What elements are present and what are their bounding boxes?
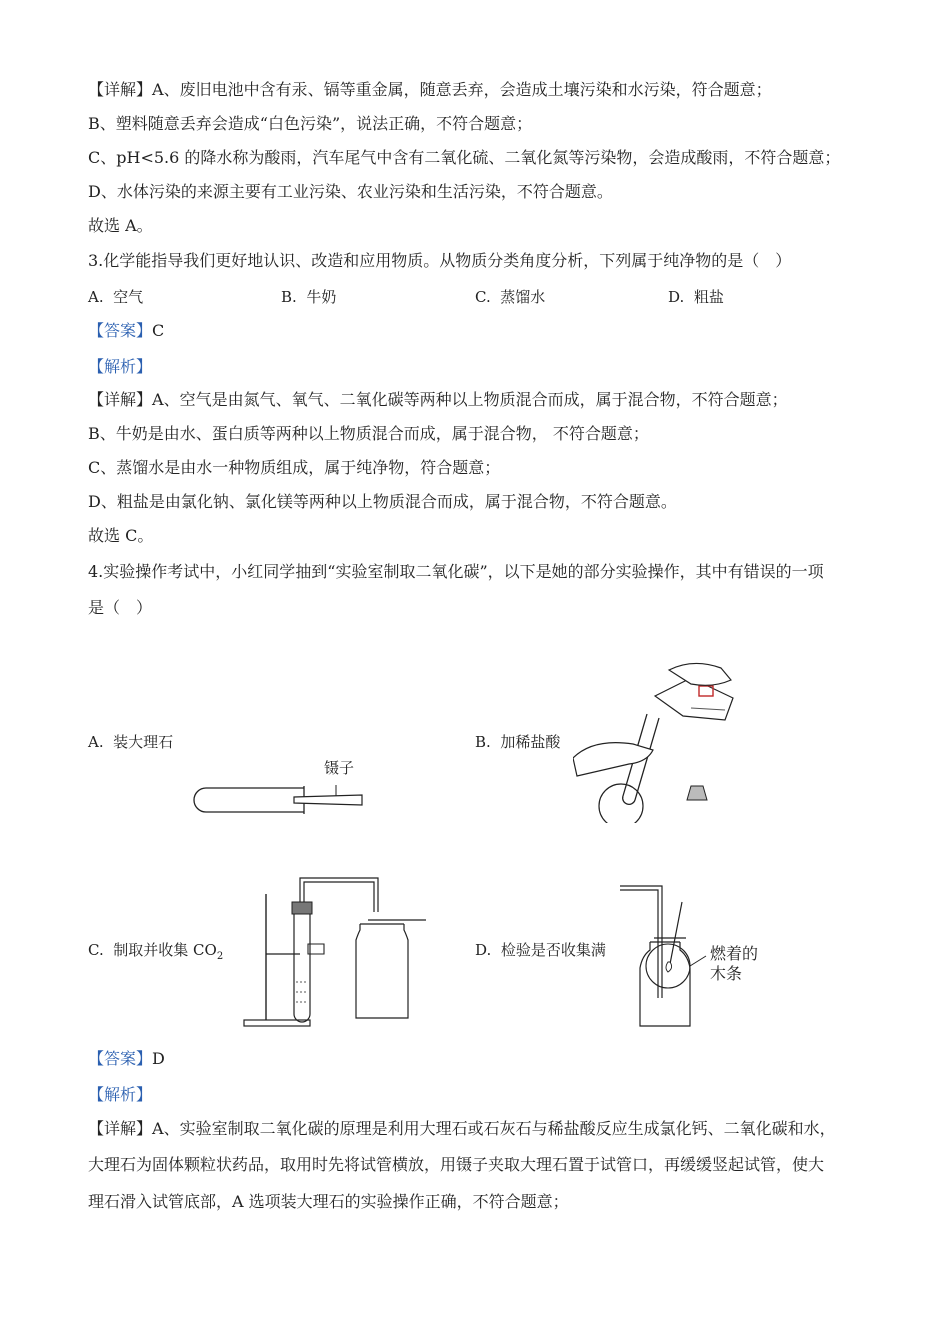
subscript: 2 <box>216 951 224 962</box>
q3-option-d <box>668 287 724 307</box>
q4-detail-a-text: A、实验室制取二氧化碳的原理是利用大理石或石灰石与稀盐酸反应生成氯化钙、二氧化碳和水， <box>152 1119 836 1138</box>
rubber-stopper <box>292 902 312 914</box>
option-letter: B. <box>475 733 491 751</box>
option-text: 制取并收集 CO <box>113 941 217 959</box>
figure-c-apparatus <box>240 872 440 1030</box>
iron-stand-base <box>244 1020 310 1026</box>
q4-option-a <box>88 732 173 752</box>
option-text: 检验是否收集满 <box>500 941 606 959</box>
option-letter: D. <box>475 941 492 959</box>
apparatus-illustration <box>240 872 440 1030</box>
detail-tag: 【详解】 <box>88 80 153 99</box>
q2-detail-d: D、水体污染的来源主要有工业污染、农业污染和生活污染，不符合题意。 <box>88 182 613 201</box>
q3-conclusion: 故选 C。 <box>88 526 154 545</box>
left-hand <box>573 743 653 776</box>
option-text: 空气 <box>113 288 144 306</box>
q3-option-a <box>88 287 143 307</box>
q3-option-c <box>475 287 545 307</box>
q3-detail-a <box>88 390 788 410</box>
option-letter: D. <box>668 288 685 306</box>
q2-conclusion: 故选 A。 <box>88 216 153 235</box>
label-line-1: 燃着的 <box>710 944 759 963</box>
figure-b-pour-acid <box>573 658 745 823</box>
q4-stem-line2: 是（ ） <box>88 598 153 617</box>
q4-option-d <box>475 940 606 960</box>
q3-detail-c: C、蒸馏水是由水一种物质组成，属于纯净物，符合题意； <box>88 458 501 477</box>
q3-analysis-tag: 【解析】 <box>88 357 153 376</box>
test-tube-body <box>194 788 304 812</box>
q2-detail-a-text: A、废旧电池中含有汞、镉等重金属，随意丢弃，会造成土壤污染和水污染，符合题意； <box>152 80 772 99</box>
q3-detail-d: D、粗盐是由氯化钠、氯化镁等两种以上物质混合而成，属于混合物，不符合题意。 <box>88 492 677 511</box>
q2-detail-c: C、pH<5.6 的降水称为酸雨，汽车尾气中含有二氧化硫、二氧化氮等污染物，会造成酸雨，不符合题意； <box>88 148 841 167</box>
option-text: 蒸馏水 <box>500 288 546 306</box>
q4-detail-a-line3: 理石滑入试管底部，A 选项装大理石的实验操作正确，不符合题意； <box>88 1192 569 1211</box>
option-letter: C. <box>475 288 491 306</box>
option-text: 加稀盐酸 <box>500 733 561 751</box>
magnify-circle <box>599 784 643 823</box>
tweezers <box>294 795 362 805</box>
figure-a-tube-tweezers <box>186 755 376 825</box>
option-text: 粗盐 <box>693 288 724 306</box>
flame-icon <box>666 962 672 972</box>
detail-tag: 【详解】 <box>88 1119 153 1138</box>
option-letter: C. <box>88 941 104 959</box>
figure-d-check-full <box>618 880 788 1030</box>
bottle-stopper <box>687 786 707 800</box>
q2-detail-a <box>88 80 772 100</box>
q4-detail-a-line2: 大理石为固体颗粒状药品，取用时先将试管横放，用镊子夹取大理石置于试管口，再缓缓竖起试管，使大 <box>88 1155 825 1174</box>
q4-detail-a-line1 <box>88 1119 836 1139</box>
q4-answer <box>88 1049 165 1069</box>
wood-splint <box>670 902 682 964</box>
q3-detail-a-text: A、空气是由氮气、氧气、二氧化碳等两种以上物质混合而成，属于混合物，不符合题意； <box>152 390 788 409</box>
q4-option-c <box>88 940 223 967</box>
q4-stem-line1: 4.实验操作考试中，小红同学抽到“实验室制取二氧化碳”，以下是她的部分实验操作，其中有错误的一项 <box>88 562 824 581</box>
option-text: 牛奶 <box>306 288 337 306</box>
gas-bottle <box>640 942 690 1026</box>
label-pointer <box>690 956 706 966</box>
collecting-bottle <box>356 924 408 1018</box>
q4-option-b <box>475 732 560 752</box>
check-full-illustration <box>618 880 788 1030</box>
answer-tag: 【答案】 <box>88 1049 153 1068</box>
label-line-2: 木条 <box>710 964 743 983</box>
q3-stem: 3.化学能指导我们更好地认识、改造和应用物质。从物质分类角度分析，下列属于纯净物的是（ ） <box>88 251 792 270</box>
burning-splint-label <box>710 944 758 984</box>
option-letter: A. <box>88 288 104 306</box>
answer-value: D <box>152 1049 165 1068</box>
right-hand <box>669 663 731 685</box>
detail-tag: 【详解】 <box>88 390 153 409</box>
q3-detail-b: B、牛奶是由水、蛋白质等两种以上物质混合而成，属于混合物， 不符合题意； <box>88 424 649 443</box>
option-letter: A. <box>88 733 104 751</box>
q3-answer <box>88 321 164 341</box>
pour-acid-illustration <box>573 658 745 823</box>
q2-detail-b: B、塑料随意丢弃会造成“白色污染”，说法正确，不符合题意； <box>88 114 533 133</box>
option-text: 装大理石 <box>113 733 174 751</box>
q4-analysis-tag: 【解析】 <box>88 1085 153 1104</box>
answer-tag: 【答案】 <box>88 321 153 340</box>
tweezers-label: 镊子 <box>324 759 355 777</box>
option-letter: B. <box>281 288 297 306</box>
answer-value: C <box>152 321 165 340</box>
generator-tube <box>292 902 312 1022</box>
q3-option-b <box>281 287 336 307</box>
